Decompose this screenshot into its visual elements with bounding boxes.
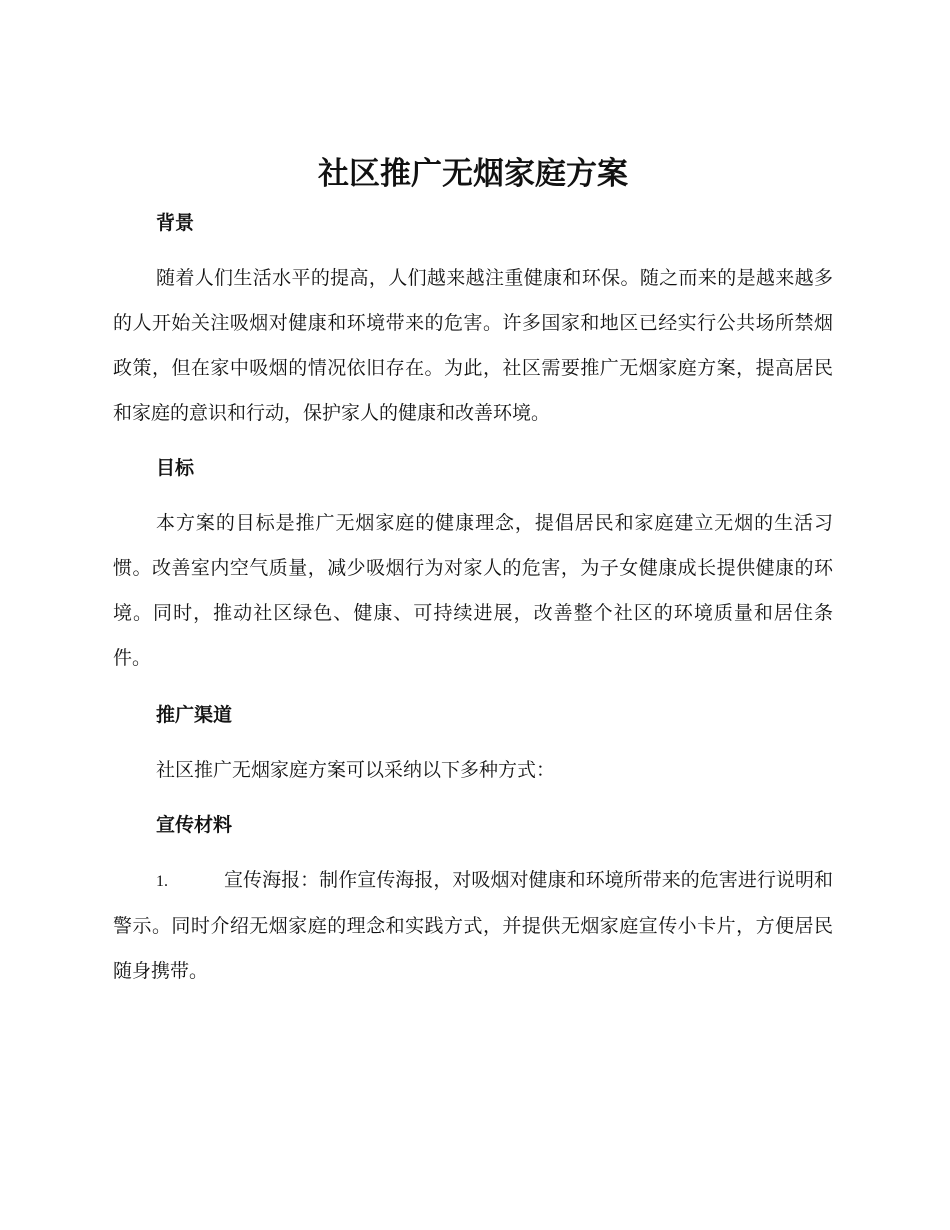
section-heading-channels: 推广渠道 bbox=[156, 704, 233, 726]
paragraph-background: 随着人们生活水平的提高，人们越来越注重健康和环保。随之而来的是越来越多的人开始关注吸烟对健康和环境带来的危害。许多国家和地区已经实行公共场所禁烟政策，但在家中吸烟的情况依旧存在。为此，社区需要推广无烟家庭方案，提高居民和家庭的意识和行动，保护家人的健康和改善环境。 bbox=[113, 267, 833, 424]
list-item-number: 1. bbox=[156, 873, 168, 890]
paragraph-channels: 社区推广无烟家庭方案可以采纳以下多种方式： bbox=[156, 759, 556, 781]
document-body bbox=[113, 148, 833, 994]
list-item bbox=[113, 858, 833, 994]
paragraph-goal: 本方案的目标是推广无烟家庭的健康理念，提倡居民和家庭建立无烟的生活习惯。改善室内空气质量，减少吸烟行为对家人的危害，为子女健康成长提供健康的环境。同时，推动社区绿色、健康、可持续进展，改善整个社区的环境质量和居住条件。 bbox=[113, 512, 833, 669]
section-heading-background: 背景 bbox=[156, 212, 195, 234]
document-title: 社区推广无烟家庭方案 bbox=[318, 156, 628, 192]
section-heading-materials: 宣传材料 bbox=[156, 814, 233, 836]
list-item-text: 宣传海报：制作宣传海报，对吸烟对健康和环境所带来的危害进行说明和警示。同时介绍无烟家庭的理念和实践方式，并提供无烟家庭宣传小卡片，方便居民随身携带。 bbox=[113, 869, 833, 982]
section-heading-goal: 目标 bbox=[156, 457, 195, 479]
